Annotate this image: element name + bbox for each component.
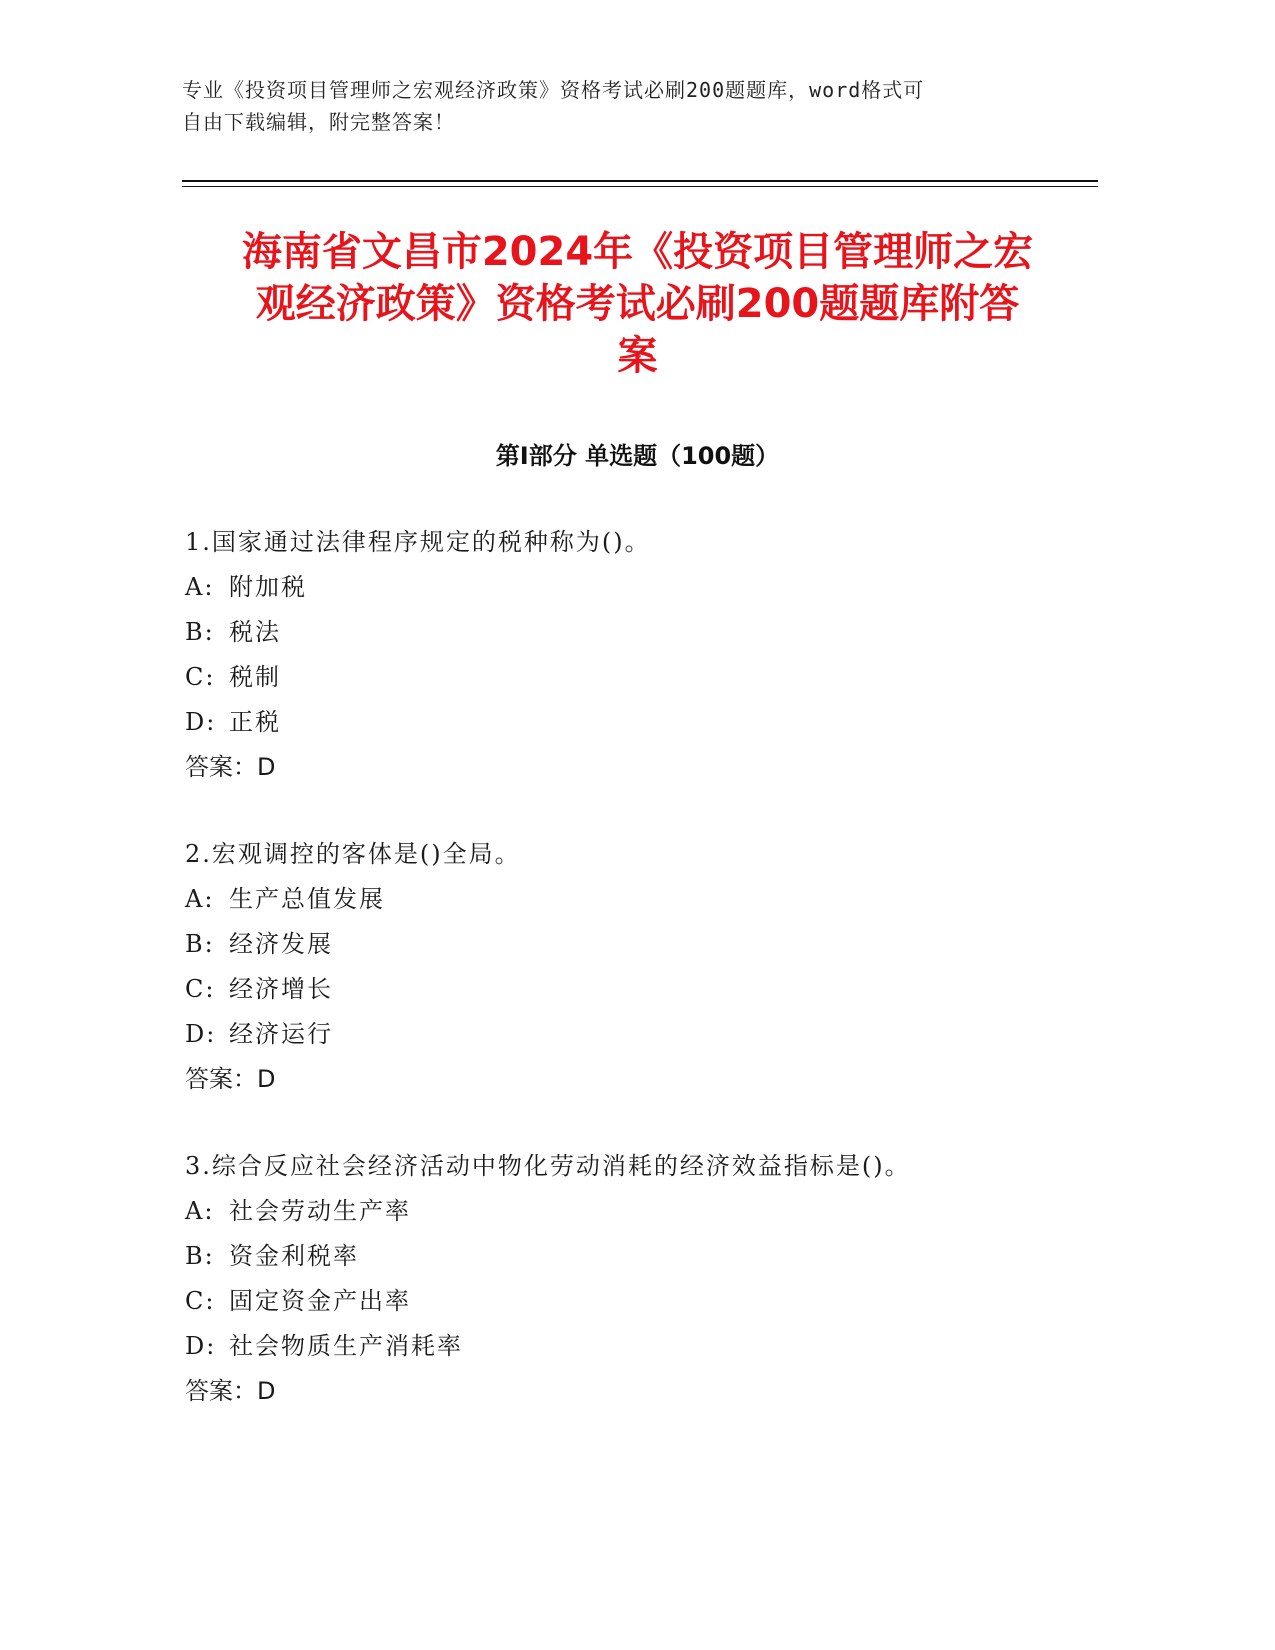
question-stem: 1.国家通过法律程序规定的税种称为()。 [185,528,651,556]
option-text: 生产总值发展 [229,885,385,913]
option-letter: C: [185,1287,216,1315]
question-stem: 3.综合反应社会经济活动中物化劳动消耗的经济效益指标是()。 [185,1152,911,1180]
option-text: 经济发展 [229,930,333,958]
option-letter: B: [185,930,215,958]
option-letter: A: [185,1197,215,1225]
option-letter: D: [185,708,217,736]
question-item [185,832,1085,1102]
title-line-1: 海南省文昌市2024年《投资项目管理师之宏 [241,229,1034,275]
option-letter: B: [185,1242,215,1270]
header-divider-thin [182,186,1098,187]
option-letter: D: [185,1020,217,1048]
option-row [185,877,1085,922]
question-item [185,520,1085,790]
option-letter: A: [185,885,215,913]
option-row [185,1012,1085,1057]
option-letter: A: [185,573,215,601]
option-row [185,1279,1085,1324]
section-title: 第Ⅰ部分 单选题（100题） [495,442,780,470]
question-item [185,1144,1085,1414]
option-row [185,565,1085,610]
header-note-line-1: 专业《投资项目管理师之宏观经济政策》资格考试必刷200题题库，word格式可 [182,78,925,102]
option-row [185,1234,1085,1279]
option-text: 经济增长 [229,975,333,1003]
question-list [185,520,1085,1456]
header-divider-thick [182,180,1098,182]
option-text: 税制 [229,663,281,691]
title-line-2: 观经济政策》资格考试必刷200题题库附答 [255,281,1020,327]
option-text: 正税 [229,708,281,736]
document-title [170,226,1105,382]
option-text: 社会劳动生产率 [229,1197,411,1225]
option-row [185,655,1085,700]
option-row [185,1324,1085,1369]
header-note-line-2: 自由下载编辑，附完整答案！ [182,110,455,134]
answer-line: 答案：D [185,753,276,781]
option-text: 经济运行 [229,1020,333,1048]
option-letter: C: [185,663,216,691]
question-stem: 2.宏观调控的客体是()全局。 [185,840,521,868]
answer-line: 答案：D [185,1065,276,1093]
option-text: 资金利税率 [229,1242,359,1270]
option-letter: B: [185,618,215,646]
title-line-3: 案 [617,333,658,379]
option-row [185,610,1085,655]
option-row [185,967,1085,1012]
option-text: 附加税 [229,573,307,601]
option-letter: D: [185,1332,217,1360]
option-letter: C: [185,975,216,1003]
option-row [185,700,1085,745]
answer-line: 答案：D [185,1377,276,1405]
header-note [182,74,1062,138]
option-text: 固定资金产出率 [229,1287,411,1315]
option-text: 税法 [229,618,281,646]
option-text: 社会物质生产消耗率 [229,1332,463,1360]
option-row [185,1189,1085,1234]
option-row [185,922,1085,967]
